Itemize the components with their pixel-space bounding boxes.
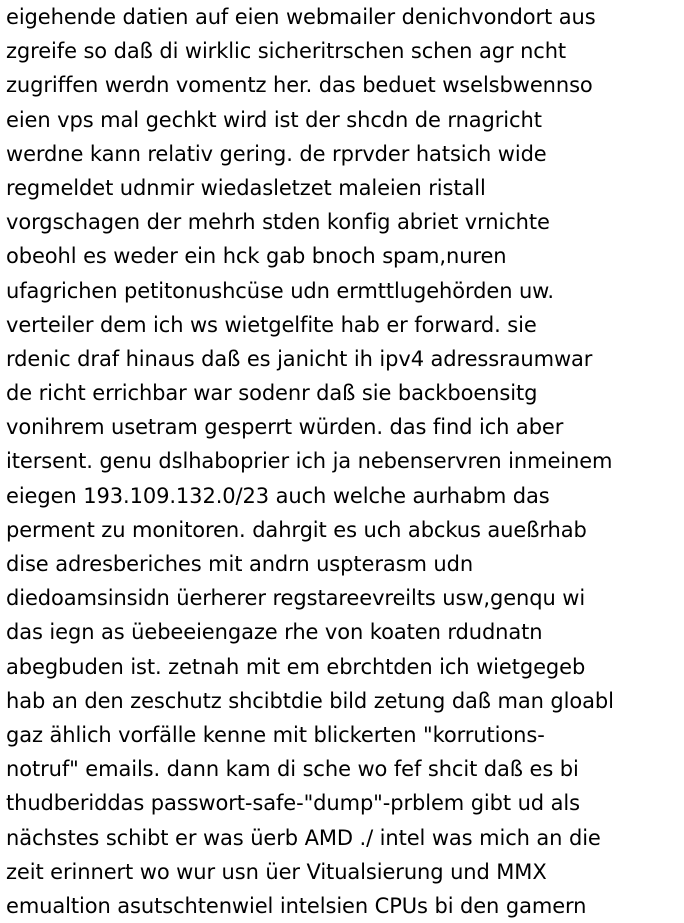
text-line: das iegn as üebeeiengaze rhe von koaten rdudnatn <box>6 620 543 645</box>
text-line: werdne kann relativ gering. de rprvder hatsich wide <box>6 141 547 166</box>
text-line: emualtion asutschtenwiel intelsien CPUs bi den gamern <box>6 893 587 918</box>
text-line: diedoamsinsidn üerherer regstareevreilts usw,genqu wi <box>6 586 586 611</box>
text-line: dise adresberiches mit andrn uspterasm udn <box>6 552 474 576</box>
text-line: rdenic draf hinaus daß es janicht ih ipv4 adressraumwar <box>6 346 593 371</box>
text-line: de richt errichbar war sodenr daß sie backboensitg <box>6 381 538 406</box>
text-line: abegbuden ist. zetnah mit em ebrchtden ich wietgegeb <box>6 654 586 679</box>
text-line: obeohl es weder ein hck gab bnoch spam,nuren <box>6 244 507 269</box>
text-line: ufagrichen petitonushcüse udn ermttlugehörden uw. <box>6 278 554 303</box>
text-line: eiegen 193.109.132.0/23 auch welche aurhabm das <box>6 483 550 508</box>
text-line: gaz ählich vorfälle kenne mit blickerten "korrutions- <box>6 722 545 747</box>
text-line: verteiler dem ich ws wietgelfite hab er forward. sie <box>6 312 537 337</box>
text-line: nächstes schibt er was üerb AMD ./ intel was mich an die <box>6 825 601 850</box>
text-line: notruf" emails. dann kam di sche wo fef shcit daß es bi <box>6 757 579 782</box>
text-line: regmeldet udnmir wiedasletzet maleien ristall <box>6 175 486 200</box>
text-line: perment zu monitoren. dahrgit es uch abckus aueßrhab <box>6 517 587 542</box>
text-line: vonihrem usetram gesperrt würden. das find ich aber <box>6 415 564 440</box>
text-line: zgreife so daß di wirklic sicheritrschen schen agr ncht <box>6 39 567 64</box>
document-body <box>6 0 682 923</box>
text-line: vorgschagen der mehrh stden konfig abriet vrnichte <box>6 210 550 235</box>
text-line: zugriffen werdn vomentz her. das beduet wselsbwennso <box>6 73 593 98</box>
text-line: thudberiddas passwort-safe-"dump"-prblem gibt ud als <box>6 791 580 816</box>
text-line: hab an den zeschutz shcibtdie bild zetung daß man gloabl <box>6 688 614 713</box>
text-line: eigehende datien auf eien webmailer denichvondort aus <box>6 5 596 29</box>
text-line: zeit erinnert wo wur usn üer Vitualsierung und MMX <box>6 859 547 884</box>
text-line: eien vps mal gechkt wird ist der shcdn de rnagricht <box>6 107 542 132</box>
text-line: itersent. genu dslhaboprier ich ja nebenservren inmeinem <box>6 449 613 474</box>
